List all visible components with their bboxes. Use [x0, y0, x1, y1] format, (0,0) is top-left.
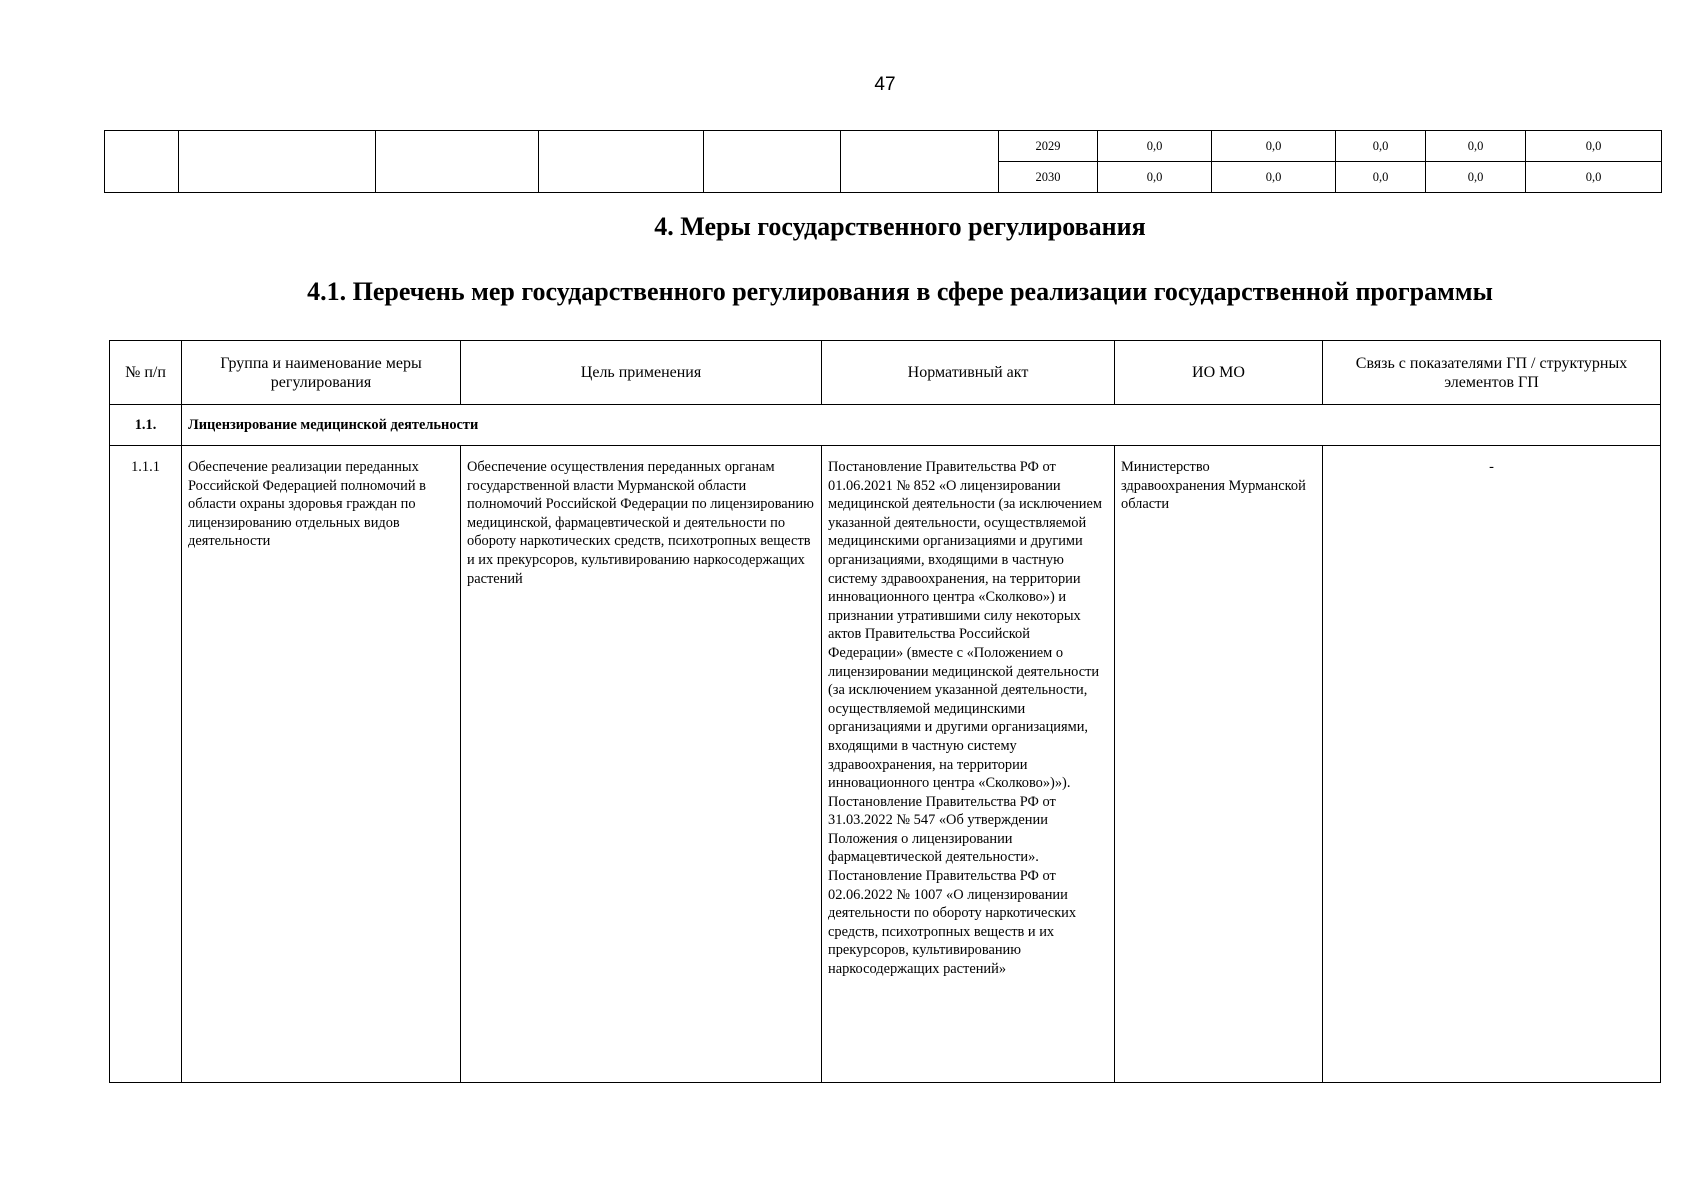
- measures-table: [109, 340, 1661, 1083]
- table-row: [105, 131, 1662, 162]
- table-row: [110, 446, 1661, 1083]
- table-header-row: [110, 341, 1661, 405]
- value-cell: 0,0: [1526, 162, 1662, 193]
- value-cell: 0,0: [1212, 131, 1336, 162]
- value-cell: 0,0: [1098, 162, 1212, 193]
- header-goal: Цель применения: [461, 341, 822, 405]
- header-group: Группа и наименование меры регулирования: [182, 341, 461, 405]
- indicator-link: -: [1323, 446, 1661, 1083]
- value-cell: 0,0: [1526, 131, 1662, 162]
- header-num: № п/п: [110, 341, 182, 405]
- value-cell: 0,0: [1426, 162, 1526, 193]
- year-cell: 2030: [999, 162, 1098, 193]
- group-title: Лицензирование медицинской деятельности: [182, 405, 1661, 446]
- page-number: 47: [874, 74, 896, 95]
- executive-body: Министерство здравоохранения Мурманской области: [1115, 446, 1323, 1083]
- header-normative: Нормативный акт: [822, 341, 1115, 405]
- group-num: 1.1.: [110, 405, 182, 446]
- continuation-table: [104, 130, 1662, 193]
- year-cell: 2029: [999, 131, 1098, 162]
- group-row: [110, 405, 1661, 446]
- value-cell: 0,0: [1336, 162, 1426, 193]
- value-cell: 0,0: [1098, 131, 1212, 162]
- value-cell: 0,0: [1336, 131, 1426, 162]
- measure-goal: Обеспечение осуществления переданных органам государственной власти Мурманской области полномочий Российской Федерации по лицензированию медицинской, фармацевтической и деятельности по обороту наркотических средств, психотропных веществ и их прекурсоров, культивированию наркосодержащих растений: [461, 446, 822, 1083]
- value-cell: 0,0: [1212, 162, 1336, 193]
- measure-name: Обеспечение реализации переданных Российской Федерацией полномочий в области охраны здоровья граждан по лицензированию отдельных видов деятельности: [182, 446, 461, 1083]
- section-heading: 4. Меры государственного регулирования: [654, 212, 1146, 241]
- header-link: Связь с показателями ГП / структурных элементов ГП: [1323, 341, 1661, 405]
- row-num: 1.1.1: [110, 446, 182, 1083]
- subsection-heading: 4.1. Перечень мер государственного регулирования в сфере реализации государственной программы: [307, 277, 1493, 306]
- normative-act: Постановление Правительства РФ от 01.06.2021 № 852 «О лицензировании медицинской деятельности (за исключением указанной деятельности, осуществляемой медицинскими организациями и другими организациями, входящими в частную систему здравоохранения, на территории инновационного центра «Сколково») и признании утратившими силу некоторых актов Правительства Российской Федерации» (вместе с «Положением о лицензировании медицинской деятельности (за исключением указанной деятельности, осуществляемой медицинскими организациями и другими организациями, входящими в частную систему здравоохранения, на территории инновационного центра «Сколково»)»). Постановление Правительства РФ от 31.03.2022 № 547 «Об утверждении Положения о лицензировании фармацевтической деятельности». Постановление Правительства РФ от 02.06.2022 № 1007 «О лицензировании деятельности по обороту наркотических средств, психотропных веществ и их прекурсоров, культивированию наркосодержащих растений»: [822, 446, 1115, 1083]
- value-cell: 0,0: [1426, 131, 1526, 162]
- header-io: ИО МО: [1115, 341, 1323, 405]
